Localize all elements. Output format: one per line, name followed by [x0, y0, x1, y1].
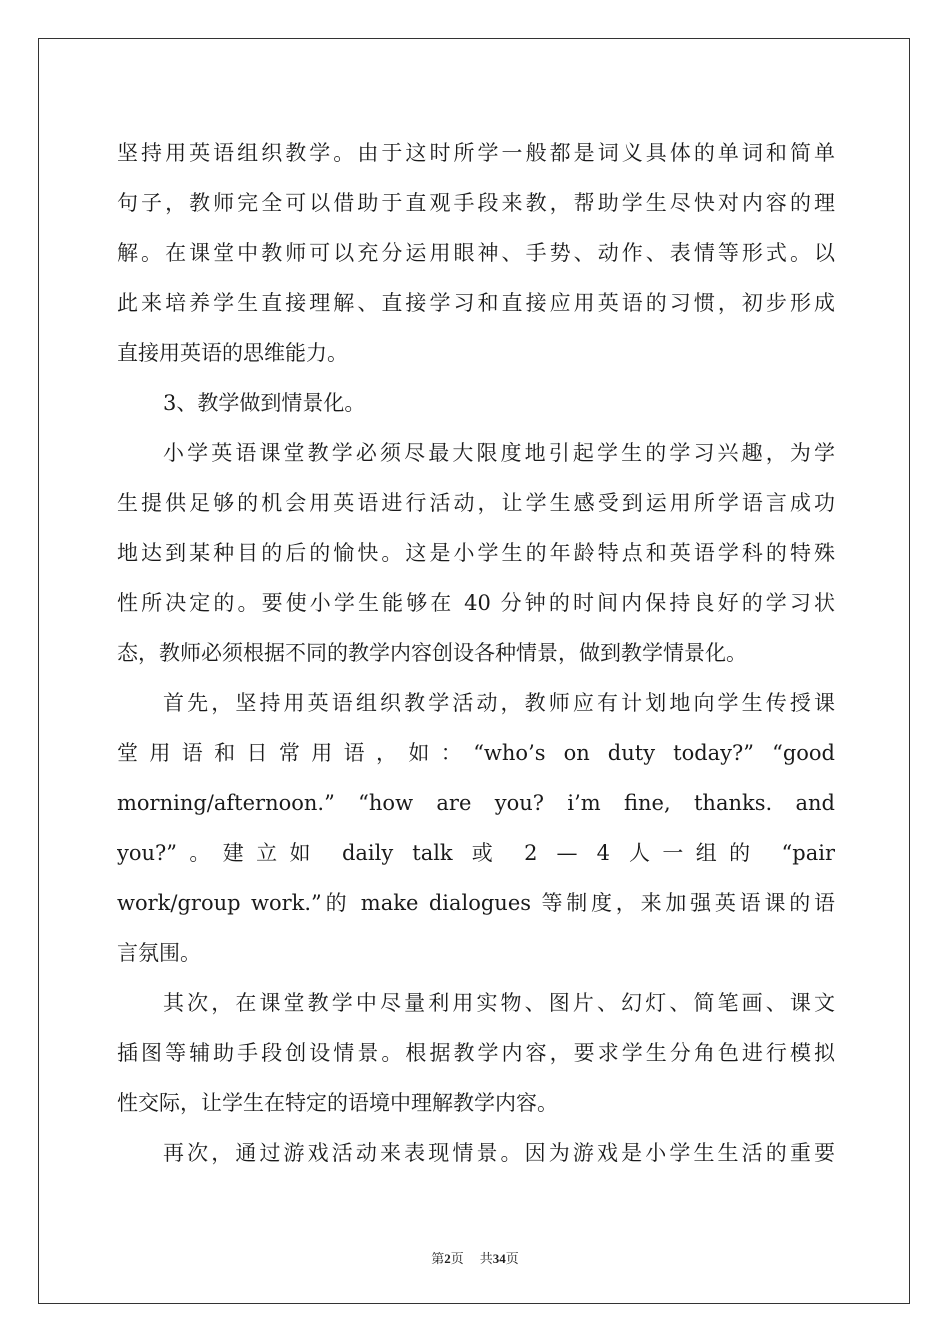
text-line: you?”。建立如 daily talk 或 2 — 4 人一组的 “pair	[117, 841, 835, 865]
text-line: 生提供足够的机会用英语进行活动，让学生感受到运用所学语言成功	[117, 491, 835, 515]
text-line: 性所决定的。要使小学生能够在 40 分钟的时间内保持良好的学习状	[117, 591, 835, 615]
text-line: 言氛围。	[117, 941, 201, 965]
text-line: 其次，在课堂教学中尽量利用实物、图片、幻灯、简笔画、课文	[163, 991, 835, 1015]
text-line: 句子，教师完全可以借助于直观手段来教，帮助学生尽快对内容的理	[117, 191, 835, 215]
text-line: 性交际，让学生在特定的语境中理解教学内容。	[117, 1091, 558, 1115]
total-page-count: 34	[492, 1251, 506, 1266]
page-label-prefix: 第	[431, 1251, 445, 1266]
page-label-suffix: 页	[450, 1251, 464, 1266]
total-label-suffix: 页	[505, 1251, 519, 1266]
page-footer	[0, 1248, 950, 1267]
text-line: 地达到某种目的后的愉快。这是小学生的年龄特点和英语学科的特殊	[117, 541, 835, 565]
text-line: 此来培养学生直接理解、直接学习和直接应用英语的习惯，初步形成	[117, 291, 835, 315]
text-line: 态，教师必须根据不同的教学内容创设各种情景，做到教学情景化。	[117, 641, 747, 665]
text-line: morning/afternoon.” “how are you? i’m fine, thanks. and	[117, 791, 835, 815]
text-line: 解。在课堂中教师可以充分运用眼神、手势、动作、表情等形式。以	[117, 241, 835, 265]
text-line: work/group work.”的 make dialogues 等制度，来加强英语课的语	[117, 891, 835, 915]
text-line: 小学英语课堂教学必须尽最大限度地引起学生的学习兴趣，为学	[163, 441, 835, 465]
section-heading: 3、教学做到情景化。	[163, 391, 366, 415]
text-line: 再次，通过游戏活动来表现情景。因为游戏是小学生生活的重要	[163, 1141, 835, 1165]
text-line: 插图等辅助手段创设情景。根据教学内容，要求学生分角色进行模拟	[117, 1041, 835, 1065]
text-line: 堂用语和日常用语，如：“who’s on duty today?” “good	[117, 741, 835, 765]
total-label-prefix: 共	[479, 1251, 493, 1266]
document-body	[117, 128, 835, 1178]
text-line: 坚持用英语组织教学。由于这时所学一般都是词义具体的单词和简单	[117, 141, 835, 165]
text-line: 直接用英语的思维能力。	[117, 341, 348, 365]
text-line: 首先，坚持用英语组织教学活动，教师应有计划地向学生传授课	[163, 691, 835, 715]
current-page-number: 2	[444, 1251, 451, 1266]
